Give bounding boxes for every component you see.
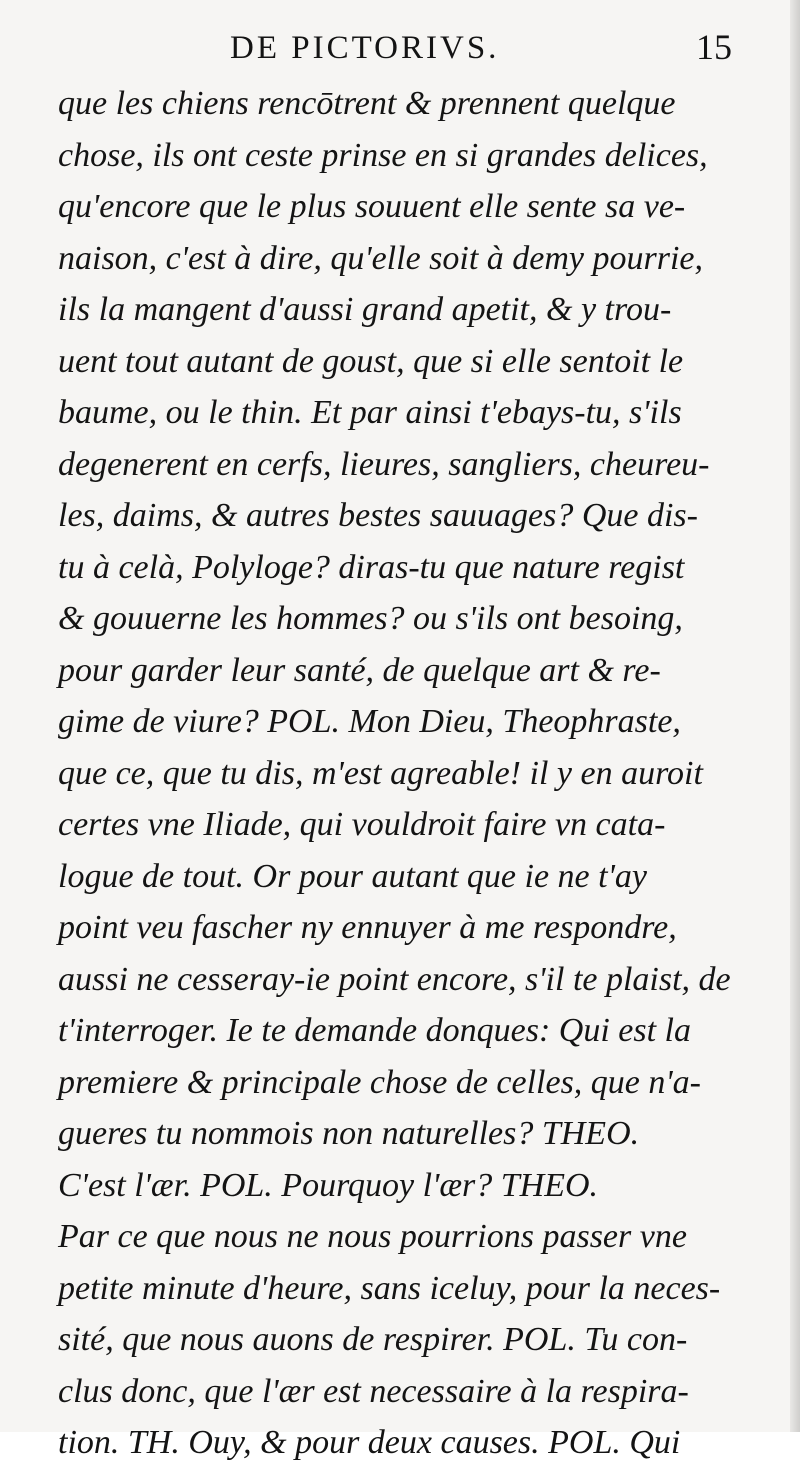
text-line: premiere & principale chose de celles, que n'a- [58, 1063, 701, 1101]
text-line: uent tout autant de goust, que si elle sentoit le [58, 342, 684, 380]
text-line: gime de viure? POL. Mon Dieu, Theophraste, [58, 703, 681, 740]
text-line: baume, ou le thin. Et par ainsi t'ebays-tu, s'ils [58, 394, 682, 431]
text-line: petite minute d'heure, sans iceluy, pour la neces- [58, 1269, 721, 1307]
text-line: les, daims, & autres bestes sauuages? Que dis- [58, 497, 698, 534]
text-line: ils la mangent d'aussi grand apetit, & y trou- [58, 291, 672, 328]
page-number: 15 [696, 27, 732, 67]
text-line: chose, ils ont ceste prinse en si grandes delices, [58, 136, 708, 174]
body-text [58, 78, 748, 1469]
text-line: point veu fascher ny ennuyer à me respondre, [58, 909, 677, 946]
text-line: que les chiens rencōtrent & prennent quelque [58, 85, 676, 122]
text-line: t'interroger. Ie te demande donques: Qui est la [58, 1012, 692, 1049]
text-line: clus donc, que l'ær est necessaire à la respira- [58, 1372, 689, 1410]
text-line: C'est l'ær. POL. Pourquoy l'ær? THEO. [58, 1166, 599, 1204]
text-line: logue de tout. Or pour autant que ie ne t'ay [58, 857, 647, 895]
text-line: qu'encore que le plus souuent elle sente sa ve- [58, 188, 686, 225]
text-line: naison, c'est à dire, qu'elle soit à demy pourrie, [58, 239, 704, 277]
running-head: DE PICTORIVS. [230, 30, 500, 66]
text-line: aussi ne cesseray-ie point encore, s'il te plaist, de [58, 960, 731, 998]
text-line: Par ce que nous ne nous pourrions passer vne [58, 1218, 687, 1255]
text-line: certes vne Iliade, qui vouldroit faire vn cata- [58, 806, 666, 843]
page-edge-shadow [790, 0, 800, 1432]
text-line: gueres tu nommois non naturelles? THEO. [58, 1115, 640, 1152]
text-line: degenerent en cerfs, lieures, sangliers, cheureu- [58, 445, 710, 483]
text-line: & gouuerne les hommes? ou s'ils ont besoing, [58, 600, 683, 637]
text-line: tu à celà, Polyloge? diras-tu que nature regist [58, 548, 685, 586]
text-line: sité, que nous auons de respirer. POL. Tu con- [58, 1321, 688, 1358]
text-line: pour garder leur santé, de quelque art & re- [58, 651, 661, 689]
text-line: que ce, que tu dis, m'est agreable! il y en auroit [58, 754, 703, 792]
text-line: tion. TH. Ouy, & pour deux causes. POL. Qui [58, 1424, 681, 1461]
